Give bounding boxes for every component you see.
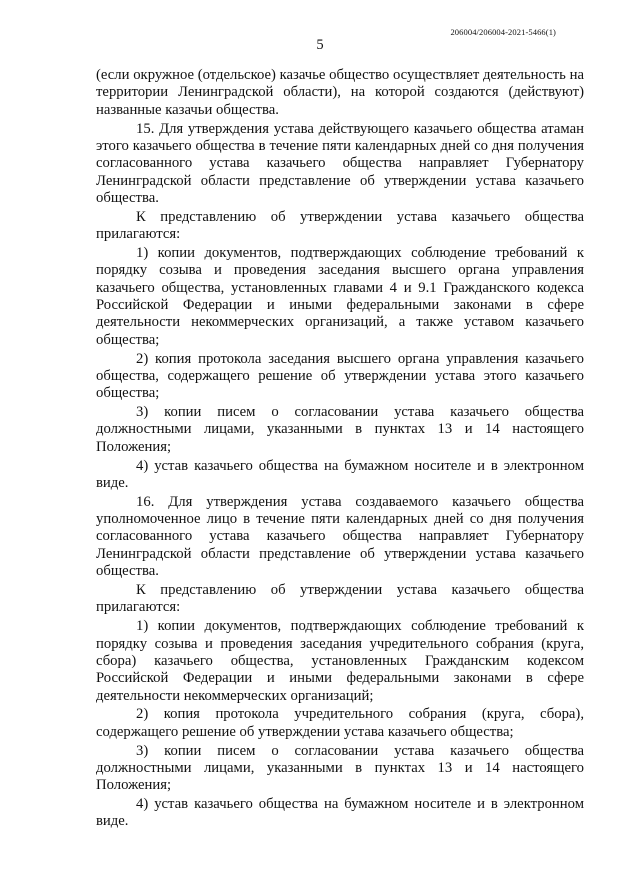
paragraph-attachments-intro: К представлению об утверждении устава казачьего общества прилагаются: [96,208,584,243]
paragraph-attachments-intro: К представлению об утверждении устава казачьего общества прилагаются: [96,581,584,616]
page-number: 5 [316,37,324,53]
paragraph-item-15: 15. Для утверждения устава действующего казачьего общества атаман этого казачьего общества в течение пяти календарных дней со дня получения согласованного устава казачьего общества направляет Губернатору Ленинградской области представление об утверждении устава казачьего общества. [96,120,584,206]
list-item: 2) копия протокола заседания высшего органа управления казачьего общества, содержащего решение об утверждении устава этого казачьего общества; [96,350,584,402]
list-item: 3) копии писем о согласовании устава казачьего общества должностными лицами, указанными в пунктах 13 и 14 настоящего Положения; [96,404,584,455]
list-item: 4) устав казачьего общества на бумажном носителе и в электронном виде. [96,796,584,830]
list-item: 2) копия протокола учредительного собрания (круга, сбора), содержащего решение об утверждении устава казачьего общества; [96,706,584,740]
list-item: 4) устав казачьего общества на бумажном носителе и в электронном виде. [96,457,584,491]
paragraph-item-16: 16. Для утверждения устава создаваемого казачьего общества уполномоченное лицо в течение пяти календарных дней со дня получения согласованного устава казачьего общества направляет Губернатору Ленинградской области представление об утверждении устава казачьего общества. [96,493,584,580]
document-body [96,67,584,831]
paragraph-continuation: (если окружное (отдельское) казачье общество осуществляет деятельность на территории Ленинградской области), на которой создаются (действуют) названные казачьи общества. [96,67,584,118]
document-id: 206004/206004-2021-5466(1) [450,27,556,37]
list-item: 1) копии документов, подтверждающих соблюдение требований к порядку созыва и проведения заседания высшего органа управления казачьего общества, установленных главами 4 и 9.1 Гражданского кодекса Российской Федерации и иными федеральными законами в сфере деятельности некоммерческих организаций, а также уставом казачьего общества; [96,244,584,348]
list-item: 1) копии документов, подтверждающих соблюдение требований к порядку созыва и проведения заседания учредительного собрания (круга, сбора) казачьего общества, установленных Гражданским кодексом Российской Федерации и иными федеральными законами в сфере деятельности некоммерческих организаций; [96,618,584,704]
list-item: 3) копии писем о согласовании устава казачьего общества должностными лицами, указанными в пунктах 13 и 14 настоящего Положения; [96,742,584,794]
